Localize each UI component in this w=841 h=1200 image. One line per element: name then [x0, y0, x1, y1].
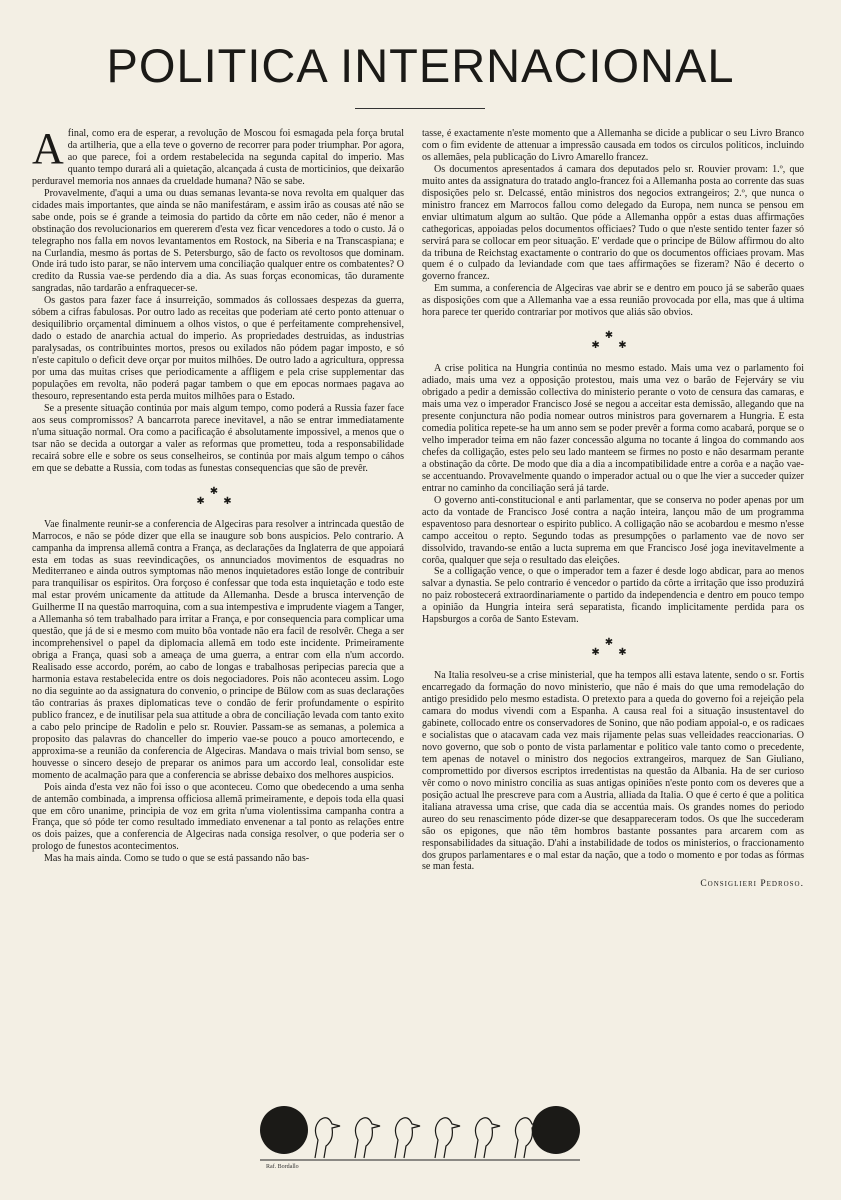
left-sun-disc	[260, 1106, 308, 1154]
paragraph: Os documentos apresentados á camara dos deputados pelo sr. Rouvier provam: 1.º, que muito antes da assignatura do tratado anglo-francez foi a Allemanha posta ao corrente das suas disposições pelo sr. Delcassé, então ministros dos negocios extrangeiros; 2.º, que nunca o ministro francez em Marrocos fallou como delegado da Europa, nem nunca se pensou em enviar ultimatum algum ao sultão. Que póde a Allemanha oppôr a estas duas affirmações cathegoricas, appoiadas pelos documentos officiaes? Tudo o que n'este sentido tenter fazer só servirá para se collocar em peor situação. E' verdade que o principe de Bülow affirmou do alto da tribuna de Reichstag exactamente o contrario do que os documentos officiaes provam. Mas quem é o culpado da leviandade com que taes affirmações se fizeram? Não é decerto o governo francez.	[422, 163, 804, 283]
section-separator: ✱ ✱ ✱	[591, 637, 635, 659]
illustrator-signature: Raf. Bordallo	[266, 1164, 299, 1170]
paragraph: tasse, é exactamente n'este momento que a Allemanha se dicide a publicar o seu Livro Branco com o fim evidente de attenuar a impressão causada em todos os circulos politicos, incluindo os allemães, pela publicação do Livro Amarello francez.	[422, 128, 804, 163]
paragraph: Vae finalmente reunir-se a conferencia de Algeciras para resolver a intrincada questão de Marrocos, e não se póde dizer que ella se inaugure sob bons auspicios. Pelo contrario. A campanha da imprensa allemã contra a França, as declarações da Inglaterra de que appoiará esta em todas as suas reevindicações, os annunciados movimentos de esquadras no Mediterraneo e ainda outros symptomas não menos inquietadores estão longe de contribuir para tranquilisar os espiritos. Ora forçoso é confessar que toda esta inquietação e todo este mal estar provém unicamente da attitude da Allemanha. Desde a brusca intervenção de Guilherme II na questão marroquina, com a sua intempestiva e imprudente viagem a Tanger, a Allemanha só tem trabalhado para irritar a França, e por consequencia para complicar uma questão, que já de si e mesmo com muito bôa vontade não era facil de resolvêr. Chega a ser incomprehensivel o papel da diplomacia allemã em todo este incidente. Primeiramente obriga a França, quasi sob a ameaça de uma guerra, a entrar com ella n'um accordo. Realisado esse accordo, porém, ao cabo de longas e trabalhosas peripecias parecia que a harmonia estava restabelecida entre os dois negociadores. Pois não aconteceu assim. Logo no dia seguinte ao da assignatura do convenio, o principe de Bülow com as suas declarações tão contrarias ás praxes diplomaticas teve o condão de ferir profundamente o espirito publico francez, e de inutilisar pela sua attitude a obra de conciliação levada com tanto exito a cabo pelo principe de Radolin e pelo sr. Rouvier. Passam-se as semanas, a polemica a proposito das palavras do chanceller do imperio vae-se pouco a pouco amortecendo, e approxima-se a reunião da conferencia de Algeciras. Mandava o mais trivial bom senso, se houvesse o sincero desejo de preparar os animos para um accordo leal, consolidar este momento de acalmação para que a conferencia se abrisse debaixo dos melhores auspicios.	[32, 518, 404, 781]
paragraph: Se a colligação vence, o que o imperador tem a fazer é desde logo abdicar, para ao menos salvar a dynastia. Se pelo contrario é vencedor o partido da côrte a irritação que isso produzirá no paiz robostecerá extraordinariamente o partido da independencia e dentro em pouco tempo a opinião da Hungria inteira será separatista, ficando implicitamente perdida para os Hapsburgos a corôa de Santo Estevam.	[422, 566, 804, 626]
right-column	[422, 128, 804, 891]
paragraph: Se a presente situação continúa por mais algum tempo, como poderá a Russia fazer face aos seus compromissos? A bancarrota parece inevitavel, a não se entrar immediatamente n'uma situação normal. Ora como a pacificação é absolutamente impossivel, a menos que o tsar não se decida a outorgar a valer as reformas que prometteu, toda a responsabilidade recairá sobre elle e sobre os seus conselheiros, se continúa por mais algum tempo o cáhos em que se debatte a Russia, com todas as funestas consequencias que são de prevêr.	[32, 402, 404, 474]
paragraph: Na Italia resolveu-se a crise ministerial, que ha tempos alli estava latente, sendo o sr. Fortis encarregado da formação do novo ministerio, que não é mais do que uma remodelação do antigo presidido pelo mesmo estadista. O pretexto para a queda do governo foi a rejeição pela camara do modus vivendi com a Espanha. A causa real foi a situação insustentavel do gabinete, collocado entre os conservadores de Sonino, que não podiam appoial-o, e os radicaes e socialistas que o atacavam cada vez mais rijamente pelas suas velleidades reaccionarias. O novo governo, que sob o ponto de vista parlamentar e politico vale tanto como o precedente, tem apenas de notavel o ministro dos negocios extrangeiros, marquez de San Giuliano, compromettido por diversos escriptos irredentistas na questão da Albania. Ha de ser curioso vêr como o novo ministro concilia as suas antigas opiniões n'este ponto com os deveres que a posição actual lhe prescreve para com a Austria, alliada da Italia. O que é certo é que a politica italiana atravessa uma crise, que cada dia se accentúa mais. Os grandes nomes do periodo aureo do seu renascimento póde dizer-se que desappareceram todos. Os que lhe succederam são os epigones, que não têm hombros bastante possantes para arcarem com as responsabilidades da situação. D'ahi a instabilidade de todos os ministerios, o fraccionamento dos grupos parlamentares e o mal estar da nação, que a todo o momento e por todas as fórmas se man festa.	[422, 670, 804, 873]
right-sun-disc	[532, 1106, 580, 1154]
paragraph	[32, 124, 404, 188]
section-separator: ✱ ✱ ✱	[591, 330, 635, 352]
section-separator: ✱ ✱ ✱	[196, 485, 240, 507]
paragraph: Mas ha mais ainda. Como se tudo o que se está passando não bas-	[44, 853, 310, 865]
bird-row-icon	[315, 1118, 540, 1158]
title-rule	[355, 108, 485, 109]
paragraph: Em summa, a conferencia de Algeciras vae abrir se e dentro em pouco já se saberão quaes as disposições com que a Allemanha vae a essa reunião provocada por ella, mas que á ultima hora parece ter querido contrariar por motivos que aliás são obvios.	[422, 283, 804, 319]
paragraph: Provavelmente, d'aqui a uma ou duas semanas levanta-se nova revolta em qualquer das cidades mais importantes, que ainda se não manifestáram, e assim irão as cousas até não se sabe onde, pois se é grande a teimosia do partido da côrte em não ceder, não é menor a obstinação dos revolucionarios em quererem d'esta vez ficar vencedores a todo o custo. Já o telegrapho nos falla em novos levantamentos em Rostock, na Siberia e na Transcaspiana; e na Curlandia, mesmo ás portas de S. Petersburgo, são de facto os revoltosos que dominam. Onde irá tudo isto parar, se não intervem uma conciliação qualquer entre os combatentes? O credito da Russia vae-se perdendo dia a dia. As suas forças economicas, tão duramente sangradas, não tardarão a enfraquecer-se.	[32, 187, 404, 295]
paragraph-text: final, como era de esperar, a revolução de Moscou foi esmagada pela força brutal da artilheria, que a ella teve o governo de recorrer para poder triumphar. Por agora, ao que parece, foi a ordem restabelecida na segunda capital do imperio. Mas quanto tempo durará ali a quietação, alcançada á custa de morticinios, que deixarão perduravel memoria nos annaes da crueldade humana? Não se sabe.	[32, 128, 404, 187]
page-title: POLITICA INTERNACIONAL	[106, 39, 735, 92]
left-column	[32, 124, 404, 865]
bird-vignette-illustration	[260, 1090, 580, 1170]
paragraph: A crise politica na Hungria continúa no mesmo estado. Mais uma vez o parlamento foi adiado, mais uma vez a opposição protestou, mais uma vez o barão de Fejerváry se viu obrigado a pedir a demissão collectiva do ministerio perante o voto de censura das camaras, e mais uma vez o imperador Francisco José se negou a acceitar esta demissão, allegando que na presente conjunctura não podia nomear outros ministros para governarem a Hungria. E esta comedia politica repete-se ha um anno sem se poder prevêr a forma como acabará, porque se o velho imperador teima em não fazer concessão alguma no tocante á lingoa do commando aos chefes da colligação, estes pelo seu lado manteem se firmes no posto e não desarmam perante a obstinação da côrte. De modo que dia a dia a incompatibilidade entre a corôa e a nação vae-se accentuando. Provavelmente quando o imperador actual ou o que lhe vier a succeder quizer entrar no caminho da conciliação será já tarde.	[422, 363, 804, 494]
author-signature: Consiglieri Pedroso.	[700, 879, 804, 890]
paragraph: Pois ainda d'esta vez não foi isso o que aconteceu. Como que obedecendo a uma senha de antemão combinada, a imprensa officiosa allemã primeiramente, e depois toda ella quasi que em côro unanime, principia de voz em grita n'uma violentissima campanha contra a França, que só póde ter como resultado immediato envenenar a tal ponto as relações entre os dois paizes, que a conferencia de Algeciras nada consiga resolver, o que poderia ser o prologo de funestos acontecimentos.	[32, 781, 404, 853]
drop-cap: A	[32, 124, 64, 173]
paragraph: Os gastos para fazer face á insurreição, sommados ás collossaes despezas da guerra, sóbem a cifras fabulosas. Por outro lado as receitas que poderiam até certo ponto attenuar o desiquilibrio orçamental diminuem a olhos vistos, o que é perfeitamente comprehensivel, dado o estado de anarchia actual do imperio. As propriedades destruidas, as industrias paralysadas, os contribuintes mortos, presos ou exilados não pódem pagar imposto, e só n'este capitulo o deficit deve orçar por muitos milhões. De outro lado a agricultura, oppressa por uma das muitas crises que periodicamente a affligem e pela crise supplementar das populações em revolta, não poderá pagar tambem o que em epocas normaes pagava ao thesouro, representando esta perda muitos milhões para o Estado.	[32, 295, 404, 402]
paragraph: O governo anti-constitucional e anti parlamentar, que se conserva no poder apenas por um acto da vontade de Francisco José contra a nação inteira, lançou mão de um programma espaventoso para desnortear o espirito publico. A colligação não se acobardou e mesmo n'esse campo acceitou o repto. Segundo todas as presumpções o parlamento vae de novo ser dissolvido, travando-se então a lucta suprema em que Francisco José joga inevitavelmente a corôa, qualquer que seja o resultado das eleições.	[422, 494, 804, 566]
